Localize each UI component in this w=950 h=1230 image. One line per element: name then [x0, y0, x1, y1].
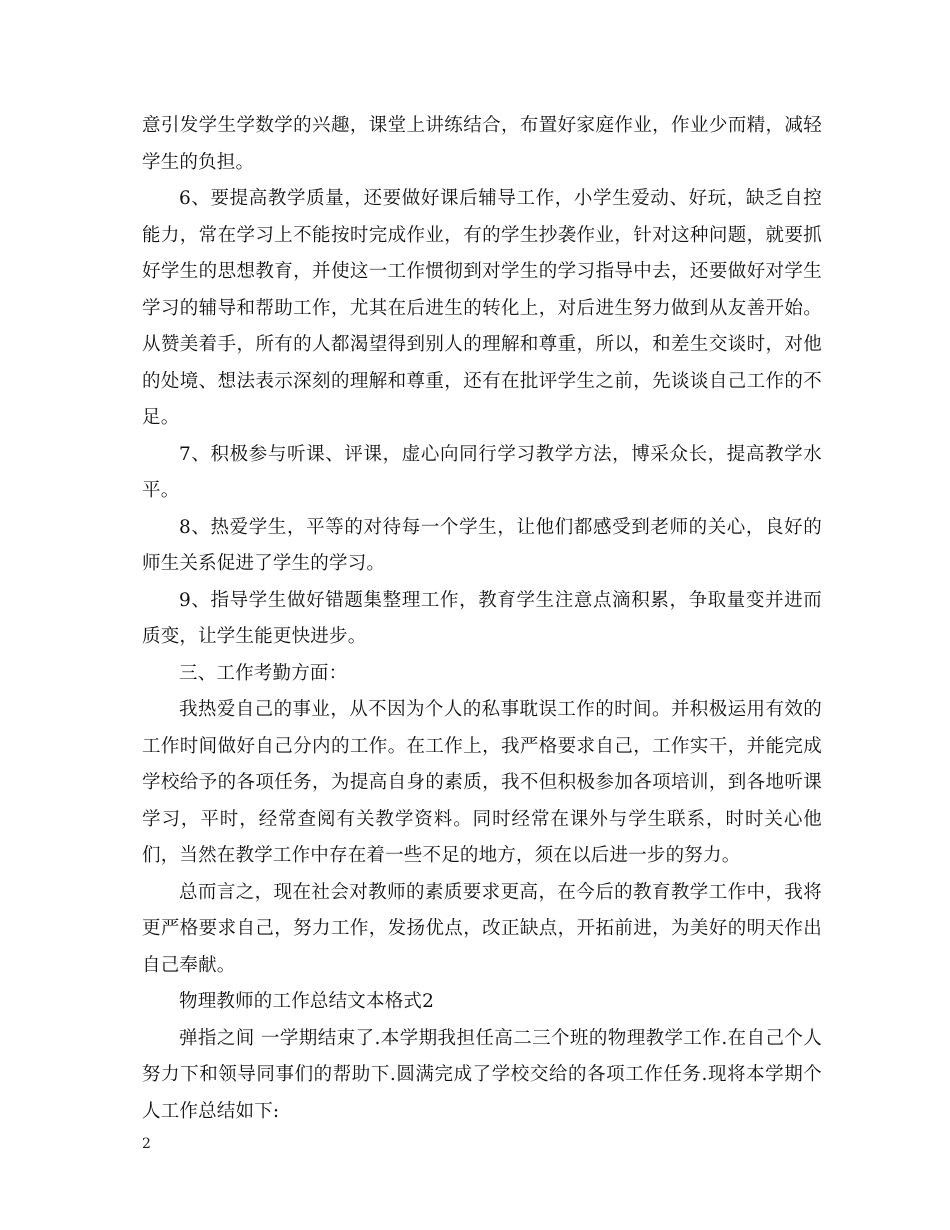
paragraph-intro-continuation: 意引发学生学数学的兴趣，课堂上讲练结合，布置好家庭作业，作业少而精，减轻学生的负担。: [142, 115, 822, 173]
paragraph-item-9: 9、指导学生做好错题集整理工作，教育学生注意点滴积累，争取量变并进而质变，让学生能更快进步。: [142, 589, 822, 647]
paragraph-attendance: 我热爱自己的事业，从不因为个人的私事耽误工作的时间。并积极运用有效的工作时间做好自己分内的工作。在工作上，我严格要求自己，工作实干，并能完成学校给予的各项任务，为提高自身的素质，我不但积极参加各项培训，到各地听课学习，平时，经常查阅有关教学资料。同时经常在课外与学生联系，时时关心他们，当然在教学工作中存在着一些不足的地方，须在以后进一步的努力。: [142, 699, 822, 866]
paragraph-item-8: 8、热爱学生，平等的对待每一个学生，让他们都感受到老师的关心，良好的师生关系促进了学生的学习。: [142, 516, 822, 574]
paragraph-item-6: 6、要提高教学质量，还要做好课后辅导工作，小学生爱动、好玩，缺乏自控能力，常在学习上不能按时完成作业，有的学生抄袭作业，针对这种问题，就要抓好学生的思想教育，并使这一工作惯彻到对学生的学习指导中去，还要做好对学生学习的辅导和帮助工作，尤其在后进生的转化上，对后进生努力做到从友善开始。从赞美着手，所有的人都渴望得到别人的理解和尊重，所以，和差生交谈时，对他的处境、想法表示深刻的理解和尊重，还有在批评学生之前，先谈谈自己工作的不足。: [142, 188, 822, 428]
paragraph-section-2-intro: 弹指之间 一学期结束了.本学期我担任高二三个班的物理教学工作.在自己个人努力下和领导同事们的帮助下.圆满完成了学校交给的各项工作任务.现将本学期个人工作总结如下:: [142, 1027, 822, 1122]
paragraph-item-7: 7、积极参与听课、评课，虚心向同行学习教学方法，博采众长，提高教学水平。: [142, 443, 822, 501]
page-number: 2: [142, 1136, 151, 1152]
paragraph-conclusion: 总而言之，现在社会对教师的素质要求更高，在今后的教育教学工作中，我将更严格要求自己，努力工作，发扬优点，改正缺点，开拓前进，为美好的明天作出自己奉献。: [142, 881, 822, 976]
section-title-2: 物理教师的工作总结文本格式2: [179, 991, 435, 1012]
document-body: [142, 108, 822, 1130]
section-heading-attendance: 三、工作考勤方面：: [179, 662, 348, 684]
